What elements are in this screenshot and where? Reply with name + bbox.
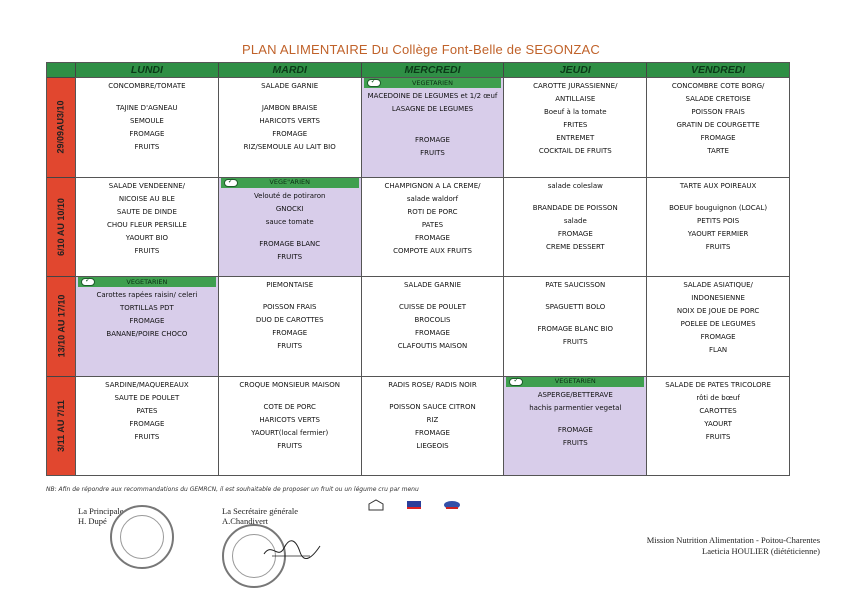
page-title: PLAN ALIMENTAIRE Du Collège Font-Belle de SEGONZAC <box>242 42 600 57</box>
partner-logos <box>366 496 462 508</box>
menu-item: CROQUE MONSIEUR MAISON <box>239 380 340 389</box>
menu-item: PETITS POIS <box>697 216 740 225</box>
vegetarian-label: VEGETARIEN <box>126 277 168 286</box>
menu-item: POISSON FRAIS <box>262 303 317 311</box>
grid-corner <box>47 63 75 77</box>
menu-item: TAJINE D'AGNEAU <box>116 104 178 112</box>
menu-cell-mercredi <box>361 276 504 376</box>
menu-item: PATE SAUCISSON <box>545 281 606 289</box>
menu-cell-mardi <box>218 276 361 376</box>
menu-item: RADIS ROSE/ RADIS NOIR <box>388 380 477 389</box>
menu-item: SALADE DE PATES TRICOLORE <box>665 380 771 389</box>
menu-item: CAROTTE JURASSIENNE/ <box>533 82 618 90</box>
vegetarian-banner <box>221 178 359 188</box>
vegetarian-leaf-icon <box>224 179 238 187</box>
day-header-jeudi: JEUDI <box>503 63 646 77</box>
secretary-signature-block <box>222 506 298 526</box>
menu-item: ASPERGE/BETTERAVE <box>537 390 613 399</box>
menu-item: FRUITS <box>277 252 303 261</box>
menu-grid <box>46 62 790 476</box>
menu-item: POISSON SAUCE CITRON <box>389 402 476 411</box>
menu-item: CUISSE DE POULET <box>398 303 467 311</box>
day-header-lundi: LUNDI <box>75 63 218 77</box>
menu-cell-lundi <box>75 77 218 177</box>
menu-item: TARTE <box>707 147 729 155</box>
vegetarian-banner <box>78 277 216 287</box>
menu-item: salade waldorf <box>406 194 459 203</box>
week-label <box>47 276 75 376</box>
menu-item: PATES <box>421 220 444 229</box>
menu-item: ROTI DE PORC <box>407 207 458 216</box>
principal-name: H. Dupé <box>78 516 107 526</box>
menu-item: BOEUF bouguignon (LOCAL) <box>669 203 768 212</box>
week-label-text: 6/10 AU 10/10 <box>56 197 66 256</box>
menu-item: POISSON FRAIS <box>691 108 745 116</box>
menu-item: FROMAGE <box>415 329 450 337</box>
menu-cell-vendredi <box>646 177 789 277</box>
vegetarian-banner <box>506 377 644 387</box>
menu-cell-lundi <box>75 376 218 476</box>
menu-item: FRUITS <box>277 441 303 450</box>
menu-item: CLAFOUTIS MAISON <box>397 342 468 350</box>
menu-cell-jeudi <box>503 77 646 177</box>
menu-item: FROMAGE <box>129 317 165 325</box>
week-label <box>47 376 75 476</box>
menu-item: SALADE GARNIE <box>261 82 319 90</box>
menu-item: COCKTAIL DE FRUITS <box>538 147 612 155</box>
menu-cell-jeudi <box>503 177 646 277</box>
menu-item: ANTILLAISE <box>555 95 596 103</box>
week-label-text: 3/11 AU 7/11 <box>56 399 66 452</box>
menu-item: FROMAGE <box>272 130 308 138</box>
menu-item: CONCOMBRE/TOMATE <box>108 82 186 90</box>
menu-item: FRUITS <box>420 149 445 157</box>
menu-item: CAROTTES <box>699 406 737 415</box>
menu-item: SAUTE DE POULET <box>114 393 180 402</box>
menu-item: HARICOTS VERTS <box>259 117 320 125</box>
secretary-signature-scribble <box>262 538 322 562</box>
menu-item: FRUITS <box>134 432 160 441</box>
menu-item: PIEMONTAISE <box>266 281 314 289</box>
house-logo-icon <box>366 496 386 508</box>
menu-item: FROMAGE <box>415 428 450 437</box>
vegetarian-label: VEGETARIEN <box>411 78 453 87</box>
menu-cell-mardi <box>218 77 361 177</box>
menu-item: GRATIN DE COURGETTE <box>676 121 760 129</box>
menu-item: HARICOTS VERTS <box>259 415 320 424</box>
menu-item: DUO DE CAROTTES <box>255 316 324 324</box>
menu-item: FROMAGE <box>557 229 593 238</box>
week-label-text: 13/10 AU 17/10 <box>56 294 66 358</box>
day-header-mardi: MARDI <box>218 63 361 77</box>
menu-item: SAUTE DE DINDE <box>116 207 177 216</box>
menu-item: FROMAGE <box>129 130 165 138</box>
menu-item: LASAGNE DE LEGUMES <box>391 105 474 113</box>
vegetarian-label: VEGETARIEN <box>554 377 596 386</box>
vegetarian-leaf-icon <box>367 79 381 87</box>
footnote: NB: Afin de répondre aux recommandations du GEMRCN, il est souhaitable de proposer un fruit ou un légume cru par menu <box>46 486 419 493</box>
ministry-logo-icon <box>404 496 424 508</box>
menu-cell-mercredi <box>361 177 504 277</box>
menu-item: BROCOLIS <box>414 316 451 324</box>
menu-cell-jeudi <box>503 376 646 476</box>
menu-item: FRUITS <box>562 338 588 346</box>
menu-item: YAOURT FERMIER <box>687 229 749 238</box>
menu-item: Velouté de potiraron <box>253 191 326 200</box>
menu-item: MACEDOINE DE LEGUMES et 1/2 œuf <box>367 92 498 100</box>
menu-item: FROMAGE BLANC BIO <box>537 325 614 333</box>
menu-item: SPAGUETTI BOLO <box>545 303 606 311</box>
menu-item: TARTE AUX POIREAUX <box>679 181 757 190</box>
menu-item: CREME DESSERT <box>545 242 605 251</box>
menu-item: GNOCKI <box>275 204 304 213</box>
menu-item: FRUITS <box>134 143 160 151</box>
day-header-mercredi: MERCREDI <box>361 63 504 77</box>
menu-item: FROMAGE BLANC <box>259 239 321 248</box>
menu-item: BRANDADE DE POISSON <box>532 203 618 212</box>
menu-item: YAOURT(local fermier) <box>251 428 329 437</box>
mission-name: Mission Nutrition Alimentation - Poitou-Charentes <box>646 535 820 545</box>
mission-block <box>647 535 820 558</box>
menu-item: FROMAGE <box>415 233 450 242</box>
menu-item: hachis parmentier vegetal <box>529 403 622 412</box>
vegetarian-banner <box>364 78 502 88</box>
menu-item: JAMBON BRAISE <box>261 104 318 112</box>
menu-cell-mardi <box>218 177 361 277</box>
menu-item: YAOURT <box>704 419 732 428</box>
menu-item: FROMAGE <box>272 329 308 337</box>
region-logo-icon <box>442 496 462 508</box>
menu-item: ENTREMET <box>556 134 595 142</box>
menu-item: CONCOMBRE COTE BORG/ <box>671 82 765 90</box>
menu-item: FRUITS <box>134 246 160 255</box>
menu-item: SALADE GARNIE <box>403 281 462 289</box>
menu-item: CHOU FLEUR PERSILLE <box>106 220 187 229</box>
menu-item: NOIX DE JOUE DE PORC <box>676 307 760 315</box>
vegetarian-label: VEGE"ARIEN <box>269 178 310 187</box>
menu-item: INDONESIENNE <box>691 294 745 302</box>
menu-item: POELEE DE LEGUMES <box>680 320 756 328</box>
menu-cell-lundi <box>75 276 218 376</box>
menu-cell-lundi <box>75 177 218 277</box>
menu-item: TORTILLAS PDT <box>120 304 174 312</box>
vegetarian-leaf-icon <box>509 378 523 386</box>
menu-item: FROMAGE <box>700 134 736 142</box>
menu-cell-mardi <box>218 376 361 476</box>
menu-item: CHAMPIGNON A LA CREME/ <box>384 181 481 190</box>
menu-item: LIEGEOIS <box>416 441 449 450</box>
menu-item: FROMAGE <box>557 425 593 434</box>
menu-item: BANANE/POIRE CHOCO <box>106 330 188 338</box>
menu-item: FRUITS <box>705 432 731 441</box>
menu-item: SARDINE/MAQUEREAUX <box>105 380 189 389</box>
menu-item: salade <box>563 216 587 225</box>
menu-item: FRITES <box>563 121 588 129</box>
menu-item: rôti de bœuf <box>696 393 740 402</box>
principal-title: La Principale <box>78 506 124 516</box>
menu-cell-vendredi <box>646 376 789 476</box>
menu-item: NICOISE AU BLE <box>118 194 175 203</box>
menu-cell-vendredi <box>646 77 789 177</box>
menu-item: COMPOTE AUX FRUITS <box>393 246 472 255</box>
menu-item: SALADE CRETOISE <box>685 95 751 103</box>
menu-item: RIZ/SEMOULE AU LAIT BIO <box>243 143 336 151</box>
college-stamp <box>110 505 174 569</box>
secretary-name: A.Chandivert <box>222 516 269 526</box>
secretary-title: La Secrétaire générale <box>222 506 298 516</box>
menu-item: PATES <box>136 406 158 415</box>
menu-item: sauce tomate <box>265 217 314 226</box>
day-header-vendredi: VENDREDI <box>646 63 789 77</box>
menu-item: RIZ <box>426 415 439 424</box>
week-label-text: 29/09AU3/10 <box>56 100 67 154</box>
menu-item: salade coleslaw <box>547 181 603 190</box>
menu-item: Boeuf à la tomate <box>543 108 607 116</box>
menu-item: FRUITS <box>277 342 303 350</box>
menu-item: FRUITS <box>705 242 731 251</box>
menu-item: FLAN <box>709 346 728 354</box>
menu-cell-mercredi <box>361 376 504 476</box>
week-label <box>47 177 75 277</box>
menu-item: SALADE ASIATIQUE/ <box>683 281 753 289</box>
menu-item: SALADE VENDEENNE/ <box>108 181 185 190</box>
menu-cell-mercredi <box>361 77 504 177</box>
menu-item: FRUITS <box>562 438 588 447</box>
vegetarian-leaf-icon <box>81 278 95 286</box>
menu-item: FROMAGE <box>129 419 165 428</box>
menu-item: FROMAGE <box>415 136 450 144</box>
menu-cell-vendredi <box>646 276 789 376</box>
menu-item: COTE DE PORC <box>263 402 316 411</box>
menu-item: Carottes rapées raisin/ celeri <box>96 291 198 299</box>
dietitian-name: Laeticia HOULIER (diététicienne) <box>702 546 820 557</box>
week-label <box>47 77 75 177</box>
menu-item: SEMOULE <box>129 117 164 125</box>
menu-cell-jeudi <box>503 276 646 376</box>
menu-item: FROMAGE <box>700 333 736 341</box>
menu-item: YAOURT BIO <box>125 233 169 242</box>
